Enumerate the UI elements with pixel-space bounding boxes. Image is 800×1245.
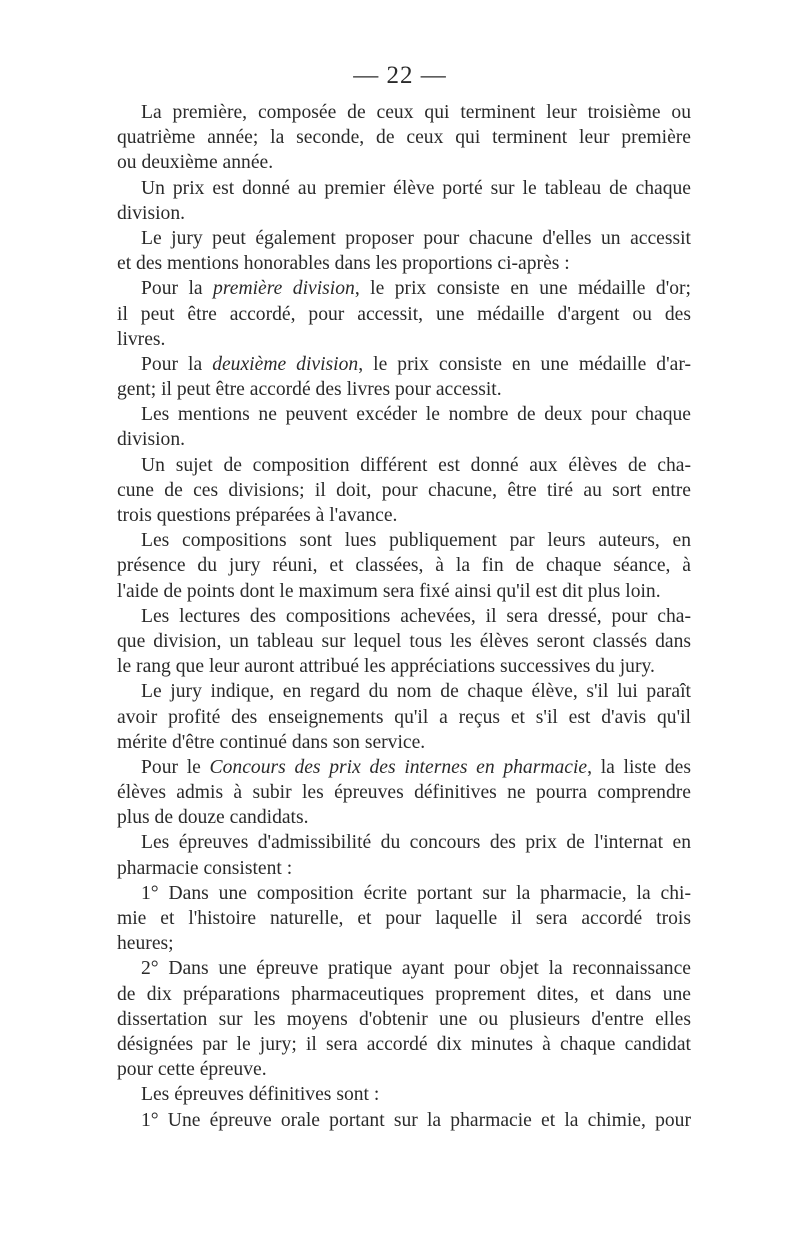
- text-segment: , le prix consiste en une médaille d'or;: [354, 278, 691, 300]
- text-segment: Le jury peut également proposer pour chacune d'elles un accessit: [141, 227, 691, 249]
- text-line: [117, 100, 691, 125]
- text-segment: livres.: [117, 328, 166, 350]
- text-line: [117, 856, 691, 881]
- text-segment: division.: [117, 429, 186, 451]
- text-segment: Le jury indique, en regard du nom de chaque élève, s'il lui paraît: [141, 681, 691, 703]
- text-line: [117, 579, 691, 604]
- text-line: [117, 1082, 691, 1107]
- text-segment: Les mentions ne peuvent excéder le nombre de deux pour chaque: [141, 404, 691, 426]
- text-line: [117, 629, 691, 654]
- text-segment: que division, un tableau sur lequel tous les élèves seront classés dans: [117, 630, 691, 652]
- text-segment: et des mentions honorables dans les proportions ci-après :: [117, 253, 570, 275]
- text-segment: Les épreuves d'admissibilité du concours des prix de l'internat en: [141, 832, 691, 854]
- text-line: [117, 251, 691, 276]
- text-segment: Les épreuves définitives sont :: [141, 1084, 380, 1106]
- text-line: [117, 1032, 691, 1057]
- text-segment: 1° Dans une composition écrite portant sur la pharmacie, la chi-: [141, 882, 691, 904]
- text-segment: de dix préparations pharmaceutiques proprement dites, et dans une: [117, 983, 691, 1005]
- italic-text: deuxième division: [212, 353, 359, 375]
- text-line: [117, 478, 691, 503]
- text-line: [117, 302, 691, 327]
- text-line: [117, 679, 691, 704]
- text-segment: trois questions préparées à l'avance.: [117, 505, 398, 526]
- text-line: [117, 553, 691, 578]
- text-line: [117, 604, 691, 629]
- text-segment: désignées par le jury; il sera accordé dix minutes à chaque candidat: [117, 1033, 691, 1055]
- text-line: [117, 730, 691, 755]
- text-segment: le rang que leur auront attribué les appréciations successives du jury.: [117, 656, 655, 678]
- text-line: [117, 276, 691, 301]
- italic-text: Concours des prix des internes en pharmacie: [209, 756, 588, 778]
- text-segment: avoir profité des enseignements qu'il a reçus et s'il est d'avis qu'il: [117, 706, 691, 728]
- text-line: [117, 780, 691, 805]
- text-segment: présence du jury réuni, et classées, à la fin de chaque séance, à: [117, 555, 691, 577]
- text-segment: Pour le: [141, 756, 210, 778]
- text-segment: Pour la: [141, 278, 214, 300]
- text-line: [117, 226, 691, 251]
- text-line: [117, 327, 691, 352]
- text-line: [117, 1007, 691, 1032]
- text-segment: mie et l'histoire naturelle, et pour laquelle il sera accordé trois: [117, 908, 691, 929]
- text-line: [117, 201, 691, 226]
- text-line: [117, 176, 691, 201]
- text-segment: ou deuxième année.: [117, 152, 274, 174]
- text-segment: , la liste des: [587, 756, 691, 778]
- text-line: [117, 125, 691, 150]
- text-segment: plus de douze candidats.: [117, 807, 309, 829]
- text-line: [117, 352, 691, 377]
- text-segment: 1° Une épreuve orale portant sur la pharmacie et la chimie, pour: [141, 1109, 691, 1131]
- body-text: [117, 100, 691, 1133]
- text-line: [117, 528, 691, 553]
- text-segment: La première, composée de ceux qui terminent leur troisième ou: [141, 102, 691, 123]
- text-line: [117, 956, 691, 981]
- text-segment: il peut être accordé, pour accessit, une médaille d'argent ou des: [117, 303, 691, 325]
- page-number: — 22 —: [353, 62, 447, 89]
- text-line: [117, 654, 691, 679]
- text-segment: quatrième année; la seconde, de ceux qui terminent leur première: [117, 127, 691, 149]
- text-line: [117, 377, 691, 402]
- text-line: [117, 1108, 691, 1133]
- text-segment: mérite d'être continué dans son service.: [117, 731, 426, 753]
- text-line: [117, 150, 691, 175]
- text-line: [117, 402, 691, 427]
- text-segment: Les lectures des compositions achevées, il sera dressé, pour cha-: [141, 605, 691, 627]
- text-line: [117, 982, 691, 1007]
- text-segment: 2° Dans une épreuve pratique ayant pour objet la reconnaissance: [141, 958, 691, 980]
- text-line: [117, 830, 691, 855]
- text-segment: l'aide de points dont le maximum sera fixé ainsi qu'il est dit plus loin.: [117, 580, 661, 602]
- text-line: [117, 755, 691, 780]
- text-line: [117, 805, 691, 830]
- text-segment: division.: [117, 202, 186, 224]
- text-segment: élèves admis à subir les épreuves définitives ne pourra comprendre: [117, 782, 691, 804]
- text-segment: Pour la: [141, 353, 213, 375]
- text-line: [117, 906, 691, 931]
- text-line: [117, 931, 691, 956]
- text-segment: pharmacie consistent :: [117, 857, 293, 879]
- text-line: [117, 427, 691, 452]
- text-segment: heures;: [117, 933, 174, 955]
- text-line: [117, 705, 691, 730]
- text-segment: Un prix est donné au premier élève porté sur le tableau de chaque: [141, 177, 691, 199]
- text-segment: cune de ces divisions; il doit, pour chacune, être tiré au sort entre: [117, 479, 691, 501]
- text-line: [117, 453, 691, 478]
- text-segment: , le prix consiste en une médaille d'ar-: [358, 353, 691, 375]
- text-segment: dissertation sur les moyens d'obtenir une ou plusieurs d'entre elles: [117, 1008, 691, 1030]
- text-line: [117, 503, 691, 528]
- text-segment: Un sujet de composition différent est donné aux élèves de cha-: [141, 454, 691, 476]
- italic-text: première division: [213, 278, 355, 300]
- text-segment: Les compositions sont lues publiquement par leurs auteurs, en: [141, 530, 691, 552]
- text-segment: pour cette épreuve.: [117, 1059, 267, 1081]
- text-line: [117, 881, 691, 906]
- text-segment: gent; il peut être accordé des livres pour accessit.: [117, 379, 502, 401]
- text-line: [117, 1057, 691, 1082]
